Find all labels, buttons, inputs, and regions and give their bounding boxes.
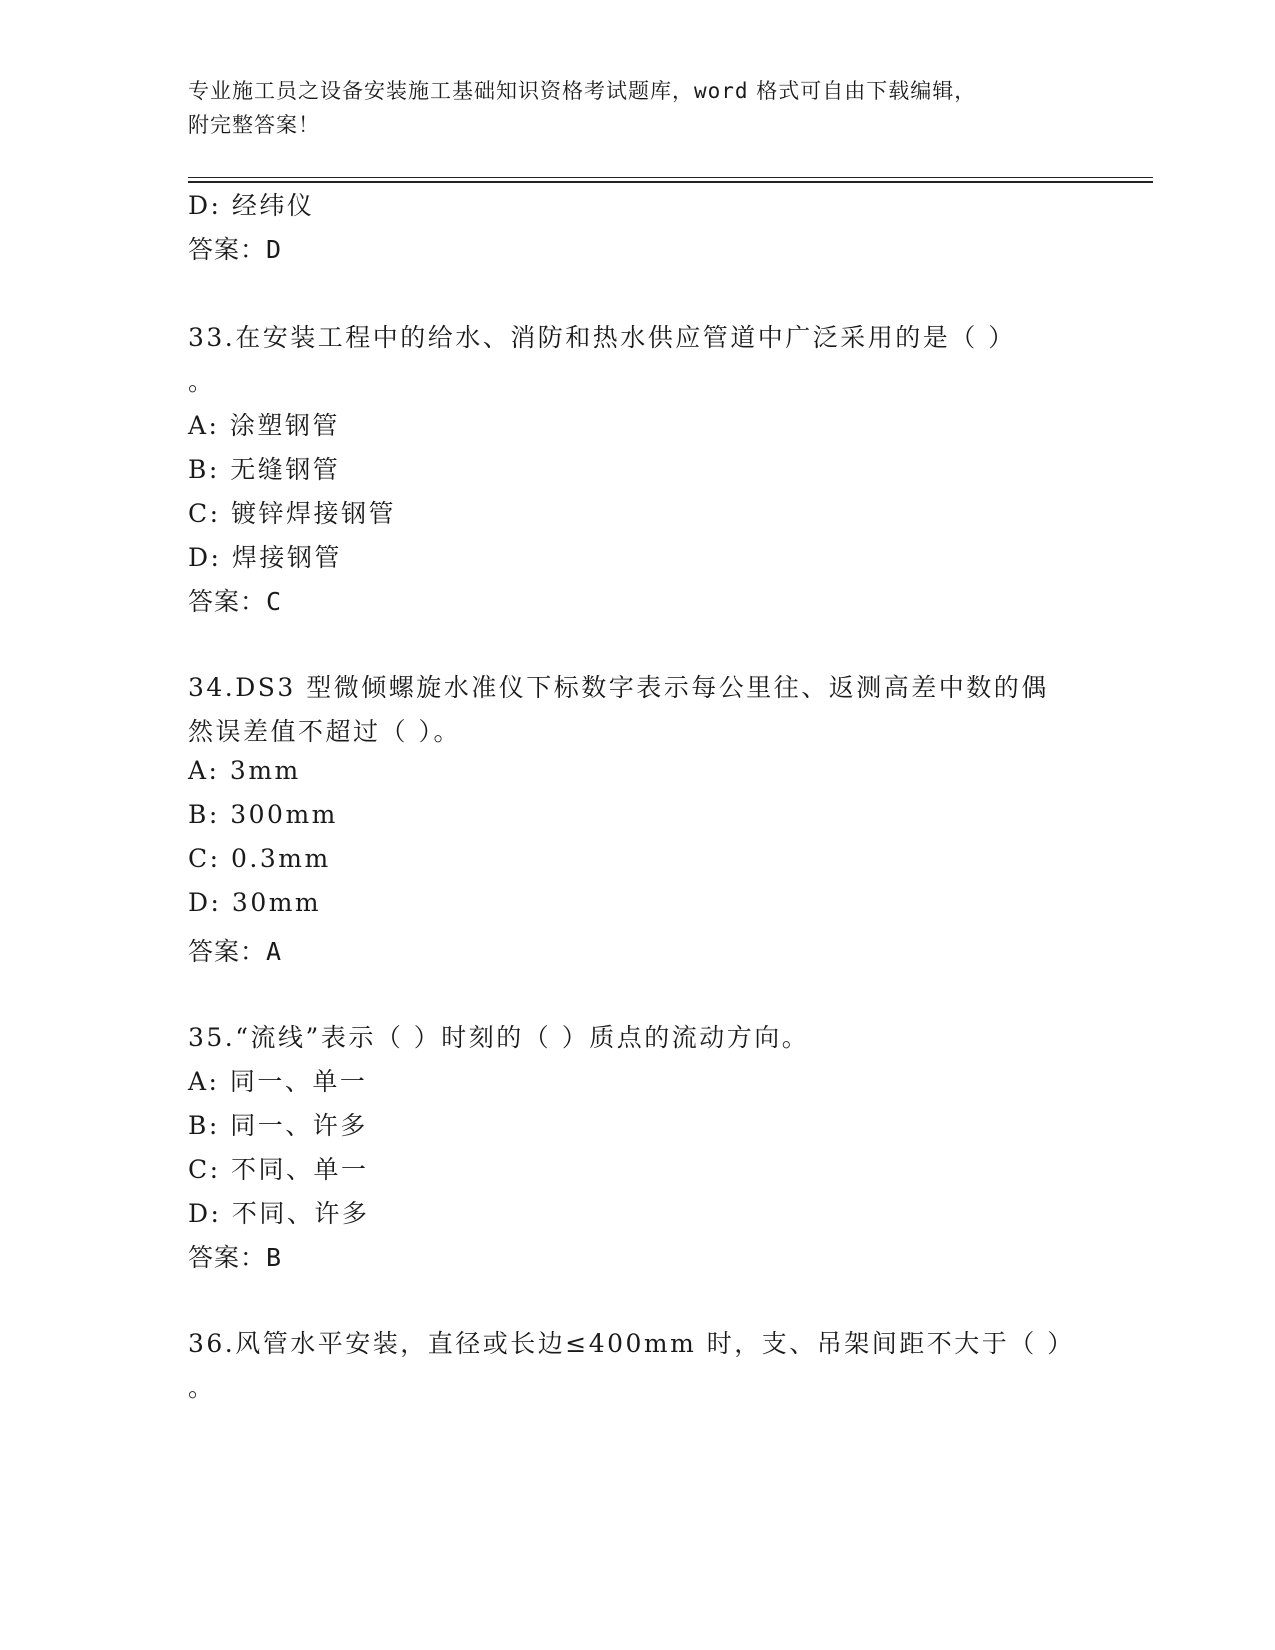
- answer-label: 答案：: [188, 587, 267, 616]
- header-text-part-2: word: [694, 79, 749, 103]
- question-34-stem-line-1: 34.DS3 型微倾螺旋水准仪下标数字表示每公里往、返测高差中数的偶: [188, 673, 1049, 702]
- question-36-stem-line-2: 。: [188, 1373, 216, 1402]
- answer-label: 答案：: [188, 937, 267, 966]
- question-34-stem-line-2: 然误差值不超过（ ）。: [188, 717, 461, 746]
- question-36-stem-line-1: 36.风管水平安装，直径或长边≤400mm 时，支、吊架间距不大于（ ）: [188, 1329, 1075, 1358]
- question-33-stem-line-2: 。: [188, 367, 216, 396]
- answer-value: D: [266, 235, 283, 264]
- question-33-option-c: C: 镀锌焊接钢管: [188, 499, 396, 528]
- header-line-2: 附完整答案！: [188, 113, 320, 137]
- header-text-part-1: 专业施工员之设备安装施工基础知识资格考试题库，: [188, 79, 694, 103]
- header-line-1: [188, 74, 1068, 108]
- question-35-option-d: D: 不同、许多: [188, 1199, 370, 1228]
- header-divider-thick: [188, 181, 1153, 183]
- prev-option-d: D: 经纬仪: [188, 191, 315, 220]
- question-34-option-a: A: 3mm: [188, 756, 301, 785]
- question-35-option-c: C: 不同、单一: [188, 1155, 369, 1184]
- answer-value: C: [266, 587, 283, 616]
- question-33-option-b: B: 无缝钢管: [188, 455, 341, 484]
- document-header: [188, 74, 1068, 142]
- answer-value: B: [266, 1243, 283, 1272]
- header-text-part-3: 格式可自由下载编辑，: [756, 79, 977, 103]
- question-35-option-a: A: 同一、单一: [188, 1067, 368, 1096]
- answer-label: 答案：: [188, 1243, 267, 1272]
- prev-answer: [188, 230, 282, 266]
- question-34-option-b: B: 300mm: [188, 800, 338, 829]
- question-35-stem-line-1: 35.“流线”表示（ ）时刻的（ ）质点的流动方向。: [188, 1023, 810, 1052]
- question-35-option-b: B: 同一、许多: [188, 1111, 368, 1140]
- question-34-answer: [188, 932, 282, 968]
- answer-value: A: [266, 937, 283, 966]
- question-34-option-d: D: 30mm: [188, 888, 322, 917]
- answer-label: 答案：: [188, 235, 267, 264]
- question-35-answer: [188, 1238, 282, 1274]
- header-divider-thin: [188, 177, 1153, 178]
- question-33-option-a: A: 涂塑钢管: [188, 411, 340, 440]
- question-33-stem-line-1: 33.在安装工程中的给水、消防和热水供应管道中广泛采用的是（ ）: [188, 323, 1016, 352]
- question-34-option-c: C: 0.3mm: [188, 844, 331, 873]
- question-33-answer: [188, 582, 282, 618]
- question-33-option-d: D: 焊接钢管: [188, 543, 342, 572]
